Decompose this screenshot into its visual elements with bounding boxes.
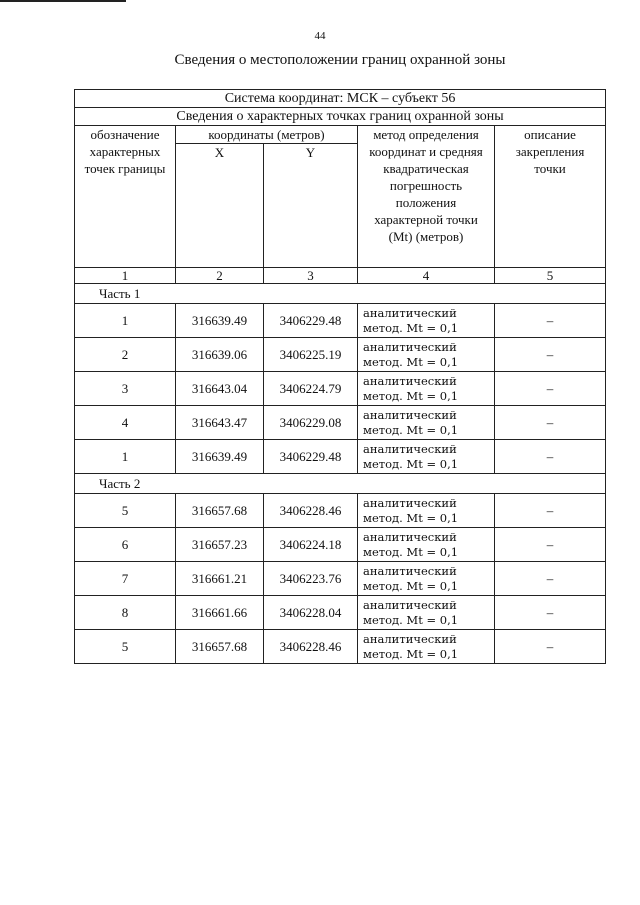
- method-text: аналитический: [363, 441, 457, 456]
- method-text: аналитический: [363, 339, 457, 354]
- method-cell: [358, 338, 495, 372]
- part-row: [75, 474, 606, 494]
- table-row: [75, 528, 606, 562]
- method-accuracy: метод. Mt = 0,1: [363, 320, 459, 335]
- method-text: аналитический: [363, 631, 457, 646]
- method-text: аналитический: [363, 529, 457, 544]
- part-label: Часть 2: [75, 474, 176, 494]
- point-number: 4: [75, 406, 176, 440]
- point-number: 2: [75, 338, 176, 372]
- y-coordinate: 3406228.46: [264, 630, 358, 664]
- y-coordinate: 3406223.76: [264, 562, 358, 596]
- method-cell: [358, 528, 495, 562]
- table-row: [75, 440, 606, 474]
- description-cell: –: [495, 562, 606, 596]
- method-cell: [358, 440, 495, 474]
- y-coordinate: 3406229.48: [264, 304, 358, 338]
- scan-edge-mark: [0, 0, 126, 2]
- coordinate-system-row: [75, 90, 606, 108]
- description-cell: –: [495, 596, 606, 630]
- y-coordinate: 3406229.48: [264, 440, 358, 474]
- method-accuracy: метод. Mt = 0,1: [363, 612, 459, 627]
- part-spacer: [176, 284, 606, 304]
- col-number: 3: [264, 268, 358, 284]
- method-cell: [358, 372, 495, 406]
- description-cell: –: [495, 528, 606, 562]
- method-text: аналитический: [363, 597, 457, 612]
- x-coordinate: 316643.47: [176, 406, 264, 440]
- method-text: аналитический: [363, 495, 457, 510]
- method-accuracy: метод. Mt = 0,1: [363, 388, 459, 403]
- x-coordinate: 316643.04: [176, 372, 264, 406]
- col-header-x: X: [176, 144, 264, 268]
- boundary-points-table: [74, 89, 606, 664]
- x-coordinate: 316657.23: [176, 528, 264, 562]
- method-accuracy: метод. Mt = 0,1: [363, 456, 459, 471]
- y-coordinate: 3406228.04: [264, 596, 358, 630]
- x-coordinate: 316639.06: [176, 338, 264, 372]
- document-title: Сведения о местоположении границ охранной зоны: [174, 52, 506, 68]
- y-coordinate: 3406229.08: [264, 406, 358, 440]
- col-header-method: метод определения координат и средняя квадратическая погрешность положения характерной точки (Mt) (метров): [358, 126, 495, 268]
- point-number: 1: [75, 304, 176, 338]
- col-number: 5: [495, 268, 606, 284]
- coordinate-system-header: Система координат: МСК – субъект 56: [75, 90, 606, 108]
- method-accuracy: метод. Mt = 0,1: [363, 544, 459, 559]
- method-cell: [358, 562, 495, 596]
- point-number: 3: [75, 372, 176, 406]
- col-number: 4: [358, 268, 495, 284]
- table-row: [75, 406, 606, 440]
- method-accuracy: метод. Mt = 0,1: [363, 578, 459, 593]
- description-cell: –: [495, 440, 606, 474]
- method-accuracy: метод. Mt = 0,1: [363, 422, 459, 437]
- x-coordinate: 316639.49: [176, 440, 264, 474]
- page-number: 44: [314, 30, 326, 42]
- part-label: Часть 1: [75, 284, 176, 304]
- x-coordinate: 316639.49: [176, 304, 264, 338]
- description-cell: –: [495, 494, 606, 528]
- point-number: 8: [75, 596, 176, 630]
- y-coordinate: 3406224.79: [264, 372, 358, 406]
- description-cell: –: [495, 630, 606, 664]
- points-section-header: Сведения о характерных точках границ охранной зоны: [75, 108, 606, 126]
- points-header-row: [75, 108, 606, 126]
- method-text: аналитический: [363, 563, 457, 578]
- col-header-designation: обозначение характерных точек границы: [75, 126, 176, 268]
- method-accuracy: метод. Mt = 0,1: [363, 510, 459, 525]
- method-text: аналитический: [363, 373, 457, 388]
- method-accuracy: метод. Mt = 0,1: [363, 354, 459, 369]
- method-text: аналитический: [363, 305, 457, 320]
- method-cell: [358, 630, 495, 664]
- table-row: [75, 562, 606, 596]
- description-cell: –: [495, 406, 606, 440]
- part-spacer: [176, 474, 606, 494]
- x-coordinate: 316657.68: [176, 630, 264, 664]
- part-row: [75, 284, 606, 304]
- method-accuracy: метод. Mt = 0,1: [363, 646, 459, 661]
- y-coordinate: 3406225.19: [264, 338, 358, 372]
- table-row: [75, 304, 606, 338]
- description-cell: –: [495, 338, 606, 372]
- col-header-description: описание закрепления точки: [495, 126, 606, 268]
- y-coordinate: 3406224.18: [264, 528, 358, 562]
- column-number-row: [75, 268, 606, 284]
- method-text: аналитический: [363, 407, 457, 422]
- point-number: 6: [75, 528, 176, 562]
- x-coordinate: 316661.21: [176, 562, 264, 596]
- y-coordinate: 3406228.46: [264, 494, 358, 528]
- col-number: 1: [75, 268, 176, 284]
- col-header-coordinates: координаты (метров): [176, 126, 358, 144]
- col-header-y: Y: [264, 144, 358, 268]
- method-cell: [358, 596, 495, 630]
- point-number: 7: [75, 562, 176, 596]
- description-cell: –: [495, 304, 606, 338]
- point-number: 5: [75, 630, 176, 664]
- method-cell: [358, 494, 495, 528]
- table-row: [75, 372, 606, 406]
- point-number: 5: [75, 494, 176, 528]
- description-cell: –: [495, 372, 606, 406]
- method-cell: [358, 304, 495, 338]
- table-row: [75, 596, 606, 630]
- table-row: [75, 338, 606, 372]
- table-row: [75, 494, 606, 528]
- x-coordinate: 316657.68: [176, 494, 264, 528]
- point-number: 1: [75, 440, 176, 474]
- table-row: [75, 630, 606, 664]
- col-number: 2: [176, 268, 264, 284]
- column-header-row: [75, 126, 606, 144]
- x-coordinate: 316661.66: [176, 596, 264, 630]
- method-cell: [358, 406, 495, 440]
